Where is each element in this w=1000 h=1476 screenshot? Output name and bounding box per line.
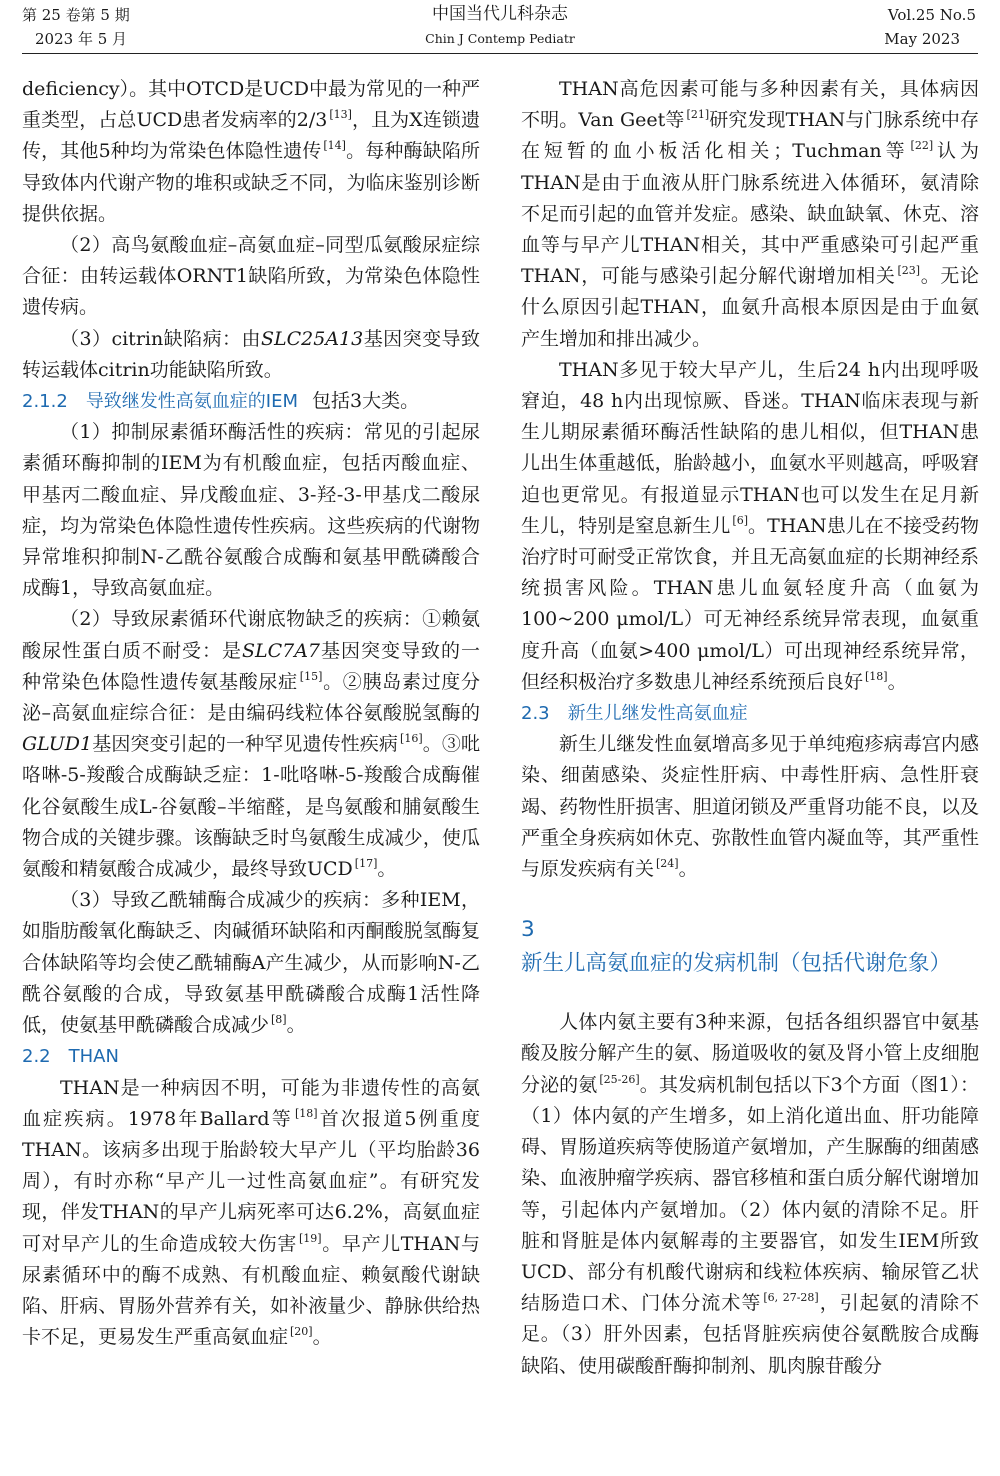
citation[interactable]: [22] [910,139,934,153]
volume-en: Vol.25 No.5 [887,6,976,24]
citation[interactable]: [17] [354,857,378,871]
citation[interactable]: [16] [400,732,423,746]
paragraph: （1）抑制尿素循环酶活性的疾病：常见的引起尿素循环酶抑制的IEM为有机酸血症，包括丙酸血症、甲基丙二酸血症、异戊酸血症、3-羟-3-甲基戊二酸尿症，均为常染色体隐性遗传性疾病。这些疾病的代谢物异常堆积抑制N-乙酰谷氨酸合成酶和氨基甲酰磷酸合成酶1，导致高氨血症。 [22,421,480,600]
citation[interactable]: [6, 27-28] [763,1291,819,1305]
section-heading-2-3: 2.3 新生儿继发性高氨血症 [521,703,748,725]
paragraph: THAN高危因素可能与多种因素有关，具体病因不明。Van Geet等 [21]研究发现THAN与门脉系统中存在短暂的血小板活化相关；Tuchman等 [22]认为THAN是由于血液从肝门脉系统进入体循环，氨清除不足而引起的血管并发症。感染、缺血缺氧、休克、溶血等与早产儿THAN相关，其中严重感染可引起严重THAN，可能与感染引起分解代谢增加相关 [23]。无论什么原因引起THAN，血氨升高根本原因是由于血氨产生增加和排出减少。 [521,78,979,350]
date-cn: 2023 年 5 月 [35,30,128,48]
section-heading-3: 3新生儿高氨血症的发病机制（包括代谢危象） [521,917,952,977]
volume-issue: 第 25 卷第 5 期 [22,6,130,24]
citation[interactable]: [8] [271,1013,287,1027]
paragraph: 新生儿继发性血氨增高多见于单纯疱疹病毒宫内感染、细菌感染、炎症性肝病、中毒性肝病、急性肝衰竭、药物性肝损害、胆道闭锁及严重肾功能不良，以及严重全身疾病如休克、弥散性血管内凝血等，其严重性与原发疾病有关 [24]。 [521,733,979,881]
journal-title-en: Chin J Contemp Pediatr [425,31,575,46]
section-heading-2-1-2: 2.1.2 导致继发性高氨血症的IEM 包括3大类。 [22,390,420,413]
gene-name: GLUD1 [22,733,93,756]
paragraph: （3）导致乙酰辅酶合成减少的疾病：多种IEM，如脂肪酸氧化酶缺乏、肉碱循环缺陷和丙酮酸脱氢酶复合体缺陷等均会使乙酰辅酶A产生减少，从而影响N-乙酰谷氨酸的合成，导致氨基甲酰磷酸合成酶1活性降低，使氨基甲酰磷酸合成减少 [8]。 [22,889,480,1037]
paragraph: deficiency）。其中OTCD是UCD中最为常见的一种严重类型，占总UCD患者发病率的2/3 [13]，且为X连锁遗传，其他5种均为常染色体隐性遗传 [14]。每种酶缺陷所导致体内代谢产物的堆积或缺乏不同，为临床鉴别诊断提供依据。 [22,78,480,225]
gene-name: SLC7A7 [241,639,321,662]
paragraph: （3）citrin缺陷病：由SLC25A13基因突变导致转运载体citrin功能缺陷所致。 [22,327,480,381]
paragraph: THAN多见于较大早产儿，生后24 h内出现呼吸窘迫，48 h内出现惊厥、昏迷。THAN临床表现与新生儿期尿素循环酶活性缺陷的患儿相似，但THAN患儿出生体重越低，胎龄越小，血氨水平则越高，呼吸窘迫也更常见。有报道显示THAN也可以发生在足月新生儿，特别是窒息新生儿 [6]。THAN患儿在不接受药物治疗时可耐受正常饮食，并且无高氨血症的长期神经系统损害风险。THAN患儿血氨轻度升高（血氨为100~200 μmol/L）可无神经系统异常表现，血氨重度升高（血氨>400 μmol/L）可出现神经系统异常，但经积极治疗多数患儿神经系统预后良好 [18]。 [521,358,979,693]
running-header [0,0,1000,58]
left-column [22,74,480,1353]
date-en: May 2023 [884,30,960,48]
paragraph: 人体内氨主要有3种来源，包括各组织器官中氨基酸及胺分解产生的氨、肠道吸收的氨及肾小管上皮细胞分泌的氨 [25-26]。其发病机制包括以下3个方面（图1）：（1）体内氨的产生增多，如上消化道出血、肝功能障碍、胃肠道疾病等使肠道产氨增加，产生脲酶的细菌感染、血液肿瘤学疾病、器官移植和蛋白质分解代谢增加等，引起体内产氨增加。（2）体内氨的清除不足。肝脏和肾脏是体内氨解毒的主要器官，如发生IEM所致UCD、部分有机酸代谢病和线粒体疾病、输尿管乙状结肠造口术、门体分流术等 [6, 27-28]，引起氨的清除不足。（3）肝外因素，包括肾脏疾病使谷氨酰胺合成酶缺陷、使用碳酸酐酶抑制剂、肌肉腺苷酸分 [521,1011,979,1377]
citation[interactable]: [23] [897,264,921,278]
citation[interactable]: [18] [294,1106,318,1120]
header-rule [22,53,978,54]
citation[interactable]: [13] [329,108,352,122]
citation[interactable]: [6] [732,513,749,527]
paragraph: （2）高鸟氨酸血症–高氨血症–同型瓜氨酸尿症综合征：由转运载体ORNT1缺陷所致，为常染色体隐性遗传病。 [22,234,480,319]
right-column [521,74,979,1382]
citation[interactable]: [15] [299,669,323,683]
citation[interactable]: [25-26] [599,1072,640,1086]
citation[interactable]: [20] [290,1325,313,1339]
citation[interactable]: [24] [656,857,679,871]
journal-title-cn: 中国当代儿科杂志 [432,4,568,24]
section-heading-2-2: 2.2 THAN [22,1046,119,1068]
citation[interactable]: [19] [298,1231,322,1245]
paragraph: （2）导致尿素循环代谢底物缺乏的疾病：①赖氨酸尿性蛋白质不耐受：是SLC7A7基因突变导致的一种常染色体隐性遗传氨基酸尿症 [15]。②胰岛素过度分泌–高氨血症综合征：是由编码线粒体谷氨酸脱氢酶的GLUD1基因突变引起的一种罕见遗传性疾病 [16]。③吡咯啉-5-羧酸合成酶缺乏症：1-吡咯啉-5-羧酸合成酶催化谷氨酸生成L-谷氨酸–半缩醛，是鸟氨酸和脯氨酸生物合成的关键步骤。该酶缺乏时鸟氨酸生成减少，使瓜氨酸和精氨酸合成减少，最终导致UCD [17]。 [22,608,480,881]
citation[interactable]: [18] [865,669,888,683]
gene-name: SLC25A13 [260,327,364,350]
citation[interactable]: [21] [686,108,710,122]
paragraph: THAN是一种病因不明，可能为非遗传性的高氨血症疾病。1978年Ballard等 [18]首次报道5例重度THAN。该病多出现于胎龄较大早产儿（平均胎龄36周），有时亦称“早产儿一过性高氨血症”。有研究发现，伴发THAN的早产儿病死率可达6.2%，高氨血症可对早产儿的生命造成较大伤害 [19]。早产儿THAN与尿素循环中的酶不成熟、有机酸血症、赖氨酸代谢缺陷、肝病、胃肠外营养有关，如补液量少、静脉供给热卡不足，更易发生严重高氨血症 [20]。 [22,1076,481,1349]
citation[interactable]: [14] [323,139,346,153]
